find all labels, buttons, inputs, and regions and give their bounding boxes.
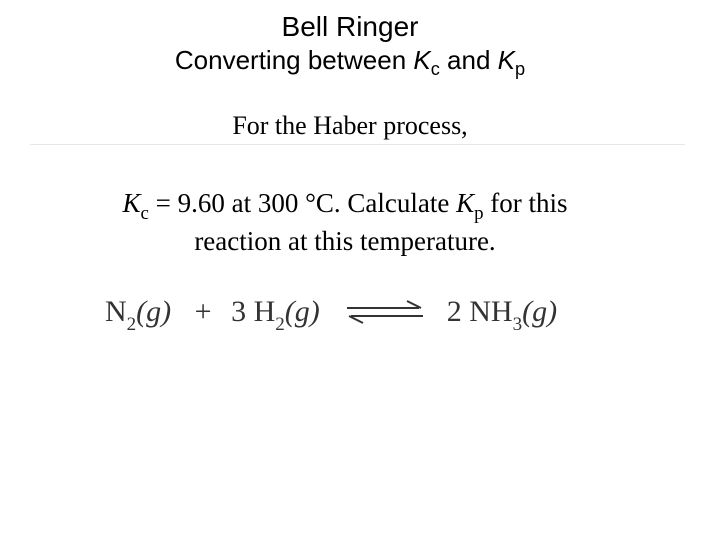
nh-subscript: 3 — [512, 314, 523, 335]
question-text — [0, 186, 690, 259]
question-kc-subscript: c — [140, 202, 149, 224]
question-kp-subscript: p — [474, 202, 484, 224]
title-prefix: Converting between — [174, 45, 414, 75]
title-kp-letter: K — [497, 45, 515, 75]
h-coefficient: 3 — [231, 295, 247, 328]
title-and: and — [439, 45, 498, 75]
title-kc-letter: K — [413, 45, 431, 75]
reactant-n2 — [105, 290, 171, 338]
plus-sign: + — [194, 295, 212, 328]
phase-label-1: (g) — [136, 295, 172, 328]
equilibrium-arrows-icon — [345, 290, 425, 334]
reactant-h2 — [231, 290, 320, 338]
title-kp — [497, 45, 526, 80]
title-line-1: Bell Ringer — [281, 11, 419, 42]
nh-coefficient: 2 — [446, 295, 462, 328]
question-kp — [456, 188, 484, 224]
h-symbol: H — [253, 295, 276, 328]
question-line-2: reaction at this temperature. — [194, 226, 496, 256]
question-kc-letter: K — [122, 188, 141, 218]
n-symbol: N — [105, 295, 127, 328]
question-kp-letter: K — [456, 188, 475, 218]
phase-label-3: (g) — [522, 295, 558, 328]
intro-text: For the Haber process, — [232, 111, 468, 140]
h-subscript: 2 — [275, 314, 285, 335]
title-kc-subscript: c — [430, 59, 440, 80]
title-kc — [413, 45, 440, 80]
question-rest: for this — [483, 188, 568, 218]
slide-title — [0, 10, 700, 79]
title-kp-subscript: p — [514, 59, 526, 80]
title-line-2 — [0, 44, 700, 79]
n-subscript: 2 — [126, 314, 137, 335]
product-nh3 — [447, 290, 557, 338]
nh-symbol: NH — [469, 295, 513, 328]
phase-label-2: (g) — [284, 295, 320, 328]
haber-reaction-equation — [105, 290, 625, 334]
divider — [30, 144, 685, 145]
question-value: = 9.60 at 300 °C. Calculate — [148, 188, 457, 218]
question-line-1 — [0, 186, 690, 224]
question-kc — [122, 188, 149, 224]
